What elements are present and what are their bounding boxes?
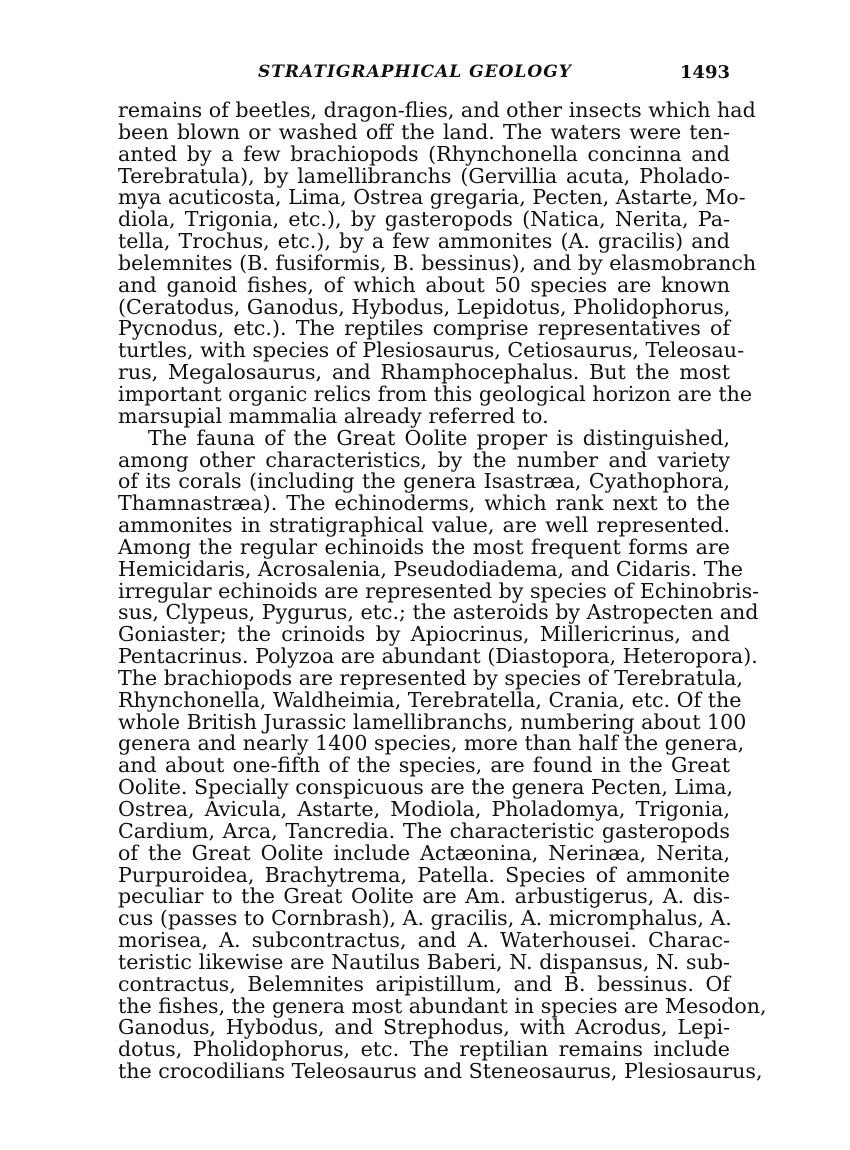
text-line: anted by a few brachiopods (Rhynchonella concinna and bbox=[118, 141, 730, 166]
text-line: Purpuroidea, Brachytrema, Patella. Species of ammonite bbox=[118, 862, 730, 887]
text-line: important organic relics from this geological horizon are the bbox=[118, 381, 753, 406]
text-line: Terebratula), by lamellibranchs (Gervillia acuta, Pholado- bbox=[118, 163, 730, 188]
text-line: contractus, Belemnites aripistillum, and B. bessinus. Of bbox=[118, 971, 730, 996]
text-line: Ganodus, Hybodus, and Strephodus, with Acrodus, Lepi- bbox=[118, 1015, 730, 1040]
text-line: Rhynchonella, Waldheimia, Terebratella, Crania, etc. Of the bbox=[118, 687, 742, 712]
running-head-title: STRATIGRAPHICAL GEOLOGY bbox=[258, 62, 572, 82]
text-line: the crocodilians Teleosaurus and Steneosaurus, Plesiosaurus, bbox=[118, 1059, 763, 1084]
text-line: marsupial mammalia already referred to. bbox=[118, 403, 549, 428]
text-line: Cardium, Arca, Tancredia. The characteristic gasteropods bbox=[118, 818, 730, 843]
book-page bbox=[118, 62, 767, 1084]
text-line: tella, Trochus, etc.), by a few ammonites (A. gracilis) and bbox=[118, 229, 730, 254]
text-line: of its corals (including the genera Isastræa, Cyathophora, bbox=[118, 469, 730, 494]
text-line: Ostrea, Avicula, Astarte, Modiola, Pholadomya, Trigonia, bbox=[118, 797, 730, 821]
text-line: among other characteristics, by the number and variety bbox=[118, 447, 730, 472]
text-line: Pycnodus, etc.). The reptiles comprise representatives of bbox=[118, 316, 730, 341]
text-line: The fauna of the Great Oolite proper is distinguished, bbox=[148, 425, 730, 450]
running-head bbox=[118, 62, 730, 88]
text-line: peculiar to the Great Oolite are Am. arbustigerus, A. dis- bbox=[118, 884, 730, 909]
text-line: dotus, Pholidophorus, etc. The reptilian remains include bbox=[118, 1037, 730, 1062]
text-line: morisea, A. subcontractus, and A. Waterhousei. Charac- bbox=[118, 928, 730, 953]
text-line: and ganoid fishes, of which about 50 species are known bbox=[118, 272, 730, 297]
text-line: whole British Jurassic lamellibranchs, numbering about 100 bbox=[118, 709, 747, 734]
text-line: diola, Trigonia, etc.), by gasteropods (Natica, Nerita, Pa- bbox=[118, 207, 730, 232]
text-line: The brachiopods are represented by species of Terebratula, bbox=[118, 665, 743, 690]
paragraph bbox=[118, 98, 757, 428]
body-text bbox=[118, 98, 767, 1084]
page-number: 1493 bbox=[679, 62, 730, 83]
text-line: irregular echinoids are represented by species of Echinobris- bbox=[118, 578, 760, 603]
text-line: remains of beetles, dragon-flies, and other insects which had bbox=[118, 98, 756, 122]
text-line: sus, Clypeus, Pygurus, etc.; the asteroids by Astropecten and bbox=[118, 600, 759, 625]
text-line: Thamnastræa). The echinoderms, which rank next to the bbox=[118, 491, 730, 516]
text-line: belemnites (B. fusiformis, B. bessinus), and by elasmobranch bbox=[118, 250, 757, 275]
text-line: been blown or washed off the land. The waters were ten- bbox=[118, 119, 730, 144]
text-line: Hemicidaris, Acrosalenia, Pseudodiadema, and Cidaris. The bbox=[118, 556, 743, 581]
text-line: Pentacrinus. Polyzoa are abundant (Diastopora, Heteropora). bbox=[118, 644, 758, 669]
text-line: genera and nearly 1400 species, more than half the genera, bbox=[118, 731, 745, 756]
text-line: rus, Megalosaurus, and Rhamphocephalus. But the most bbox=[118, 360, 730, 385]
text-line: of the Great Oolite include Actæonina, Nerinæa, Nerita, bbox=[118, 840, 730, 865]
text-line: cus (passes to Cornbrash), A. gracilis, A. micromphalus, A. bbox=[118, 906, 732, 931]
text-line: teristic likewise are Nautilus Baberi, N. dispansus, N. sub- bbox=[118, 949, 730, 974]
text-line: turtles, with species of Plesiosaurus, Cetiosaurus, Teleosau- bbox=[118, 338, 745, 363]
text-line: and about one-fifth of the species, are found in the Great bbox=[118, 753, 730, 778]
text-line: Goniaster; the crinoids by Apiocrinus, Millericrinus, and bbox=[118, 622, 730, 647]
text-line: Oolite. Specially conspicuous are the genera Pecten, Lima, bbox=[118, 775, 734, 800]
text-line: (Ceratodus, Ganodus, Hybodus, Lepidotus, Pholidophorus, bbox=[118, 294, 731, 319]
text-line: ammonites in stratigraphical value, are well represented. bbox=[118, 513, 730, 538]
text-line: mya acuticosta, Lima, Ostrea gregaria, Pecten, Astarte, Mo- bbox=[118, 185, 746, 210]
text-line: the fishes, the genera most abundant in species are Mesodon, bbox=[118, 993, 767, 1018]
text-line: Among the regular echinoids the most frequent forms are bbox=[118, 534, 730, 559]
paragraph bbox=[118, 425, 767, 1084]
